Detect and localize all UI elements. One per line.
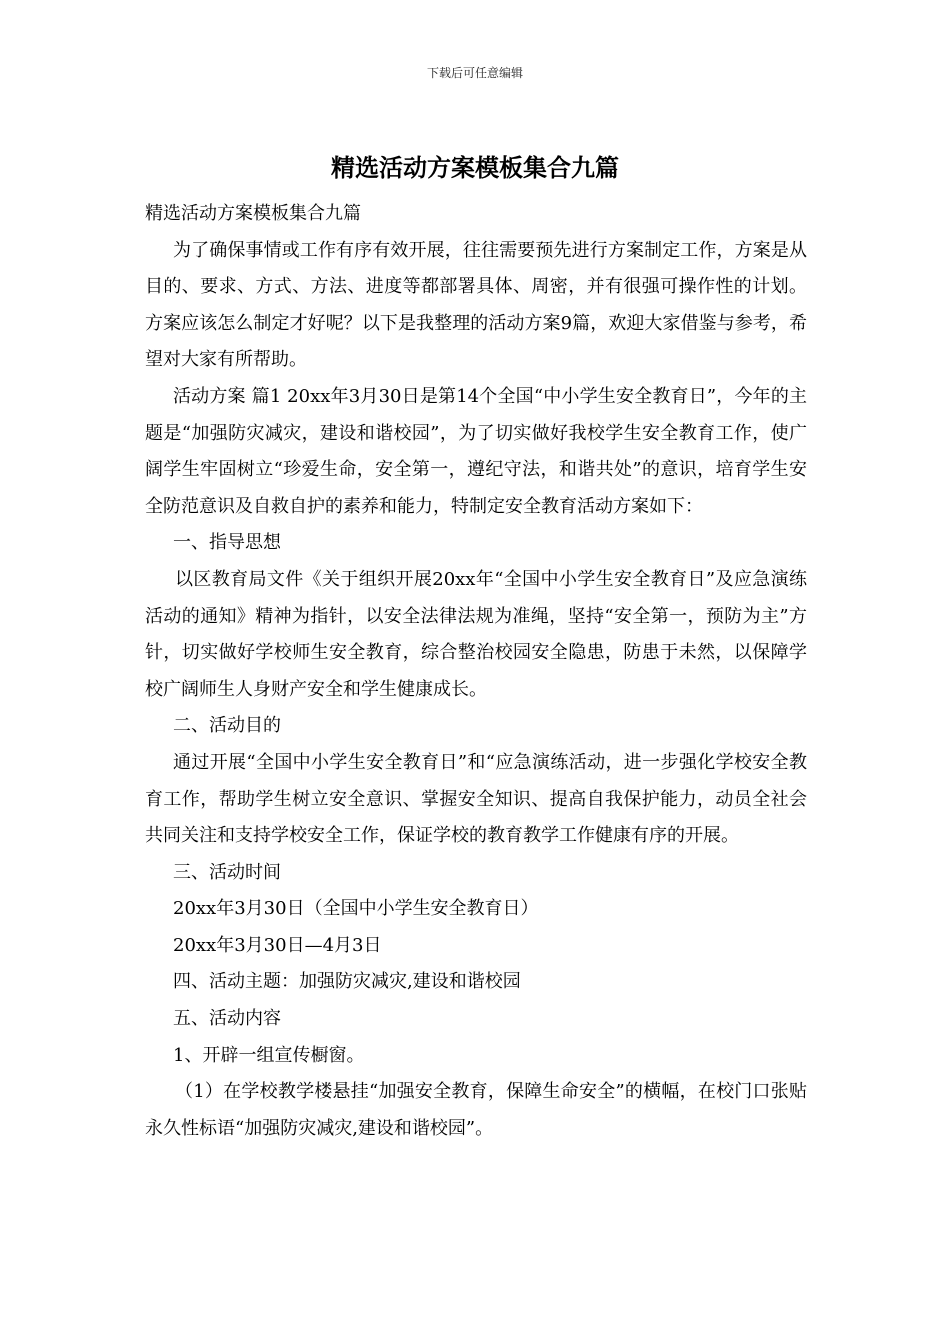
list-item: （1）在学校教学楼悬挂“加强安全教育，保障生命安全”的横幅，在校门口张贴永久性标语“加强防灾减灾,建设和谐校园”。 xyxy=(145,1081,807,1139)
intro-paragraph: 为了确保事情或工作有序有效开展，往往需要预先进行方案制定工作，方案是从目的、要求、方式、方法、进度等都部署具体、周密，并有很强可操作性的计划。方案应该怎么制定才好呢？以下是我整理的活动方案9篇，欢迎大家借鉴与参考，希望对大家有所帮助。 xyxy=(145,239,807,371)
document-body xyxy=(145,196,807,1147)
section-heading: 二、活动目的 xyxy=(173,715,281,737)
subtitle-paragraph: 精选活动方案模板集合九篇 xyxy=(145,203,361,224)
date-line: 20xx年3月30日—4月3日 xyxy=(173,934,382,956)
section-heading: 三、活动时间 xyxy=(173,861,281,883)
section-heading: 四、活动主题：加强防灾减灾,建设和谐校园 xyxy=(173,971,521,993)
section-heading: 五、活动内容 xyxy=(173,1008,281,1030)
header-note: 下载后可任意编辑 xyxy=(426,66,523,80)
list-item: 1、开辟一组宣传橱窗。 xyxy=(173,1044,365,1066)
date-line: 20xx年3月30日（全国中小学生安全教育日） xyxy=(173,898,539,920)
page-title: 精选活动方案模板集合九篇 xyxy=(331,153,619,182)
guiding-ideas-paragraph: 以区教育局文件《关于组织开展20xx年“全国中小学生安全教育日”及应急演练活动的通知》精神为指针，以安全法律法规为准绳，坚持“安全第一，预防为主”方针，切实做好学校师生安全教育，综合整治校园安全隐患，防患于未然，以保障学校广阔师生人身财产安全和学生健康成长。 xyxy=(145,568,807,700)
section-heading: 一、指导思想 xyxy=(173,532,281,554)
purpose-paragraph: 通过开展“全国中小学生安全教育日”和“应急演练活动，进一步强化学校安全教育工作，帮助学生树立安全意识、掌握安全知识、提高自我保护能力，动员全社会共同关注和支持学校安全工作，保证学校的教育教学工作健康有序的开展。 xyxy=(145,751,807,847)
plan-1-paragraph: 活动方案 篇1 20xx年3月30日是第14个全国“中小学生安全教育日”，今年的主题是“加强防灾减灾，建设和谐校园”，为了切实做好我校学生安全教育工作，使广阔学生牢固树立“珍爱生命，安全第一，遵纪守法，和谐共处”的意识，培育学生安全防范意识及自救自护的素养和能力，特制定安全教育活动方案如下： xyxy=(145,385,807,517)
